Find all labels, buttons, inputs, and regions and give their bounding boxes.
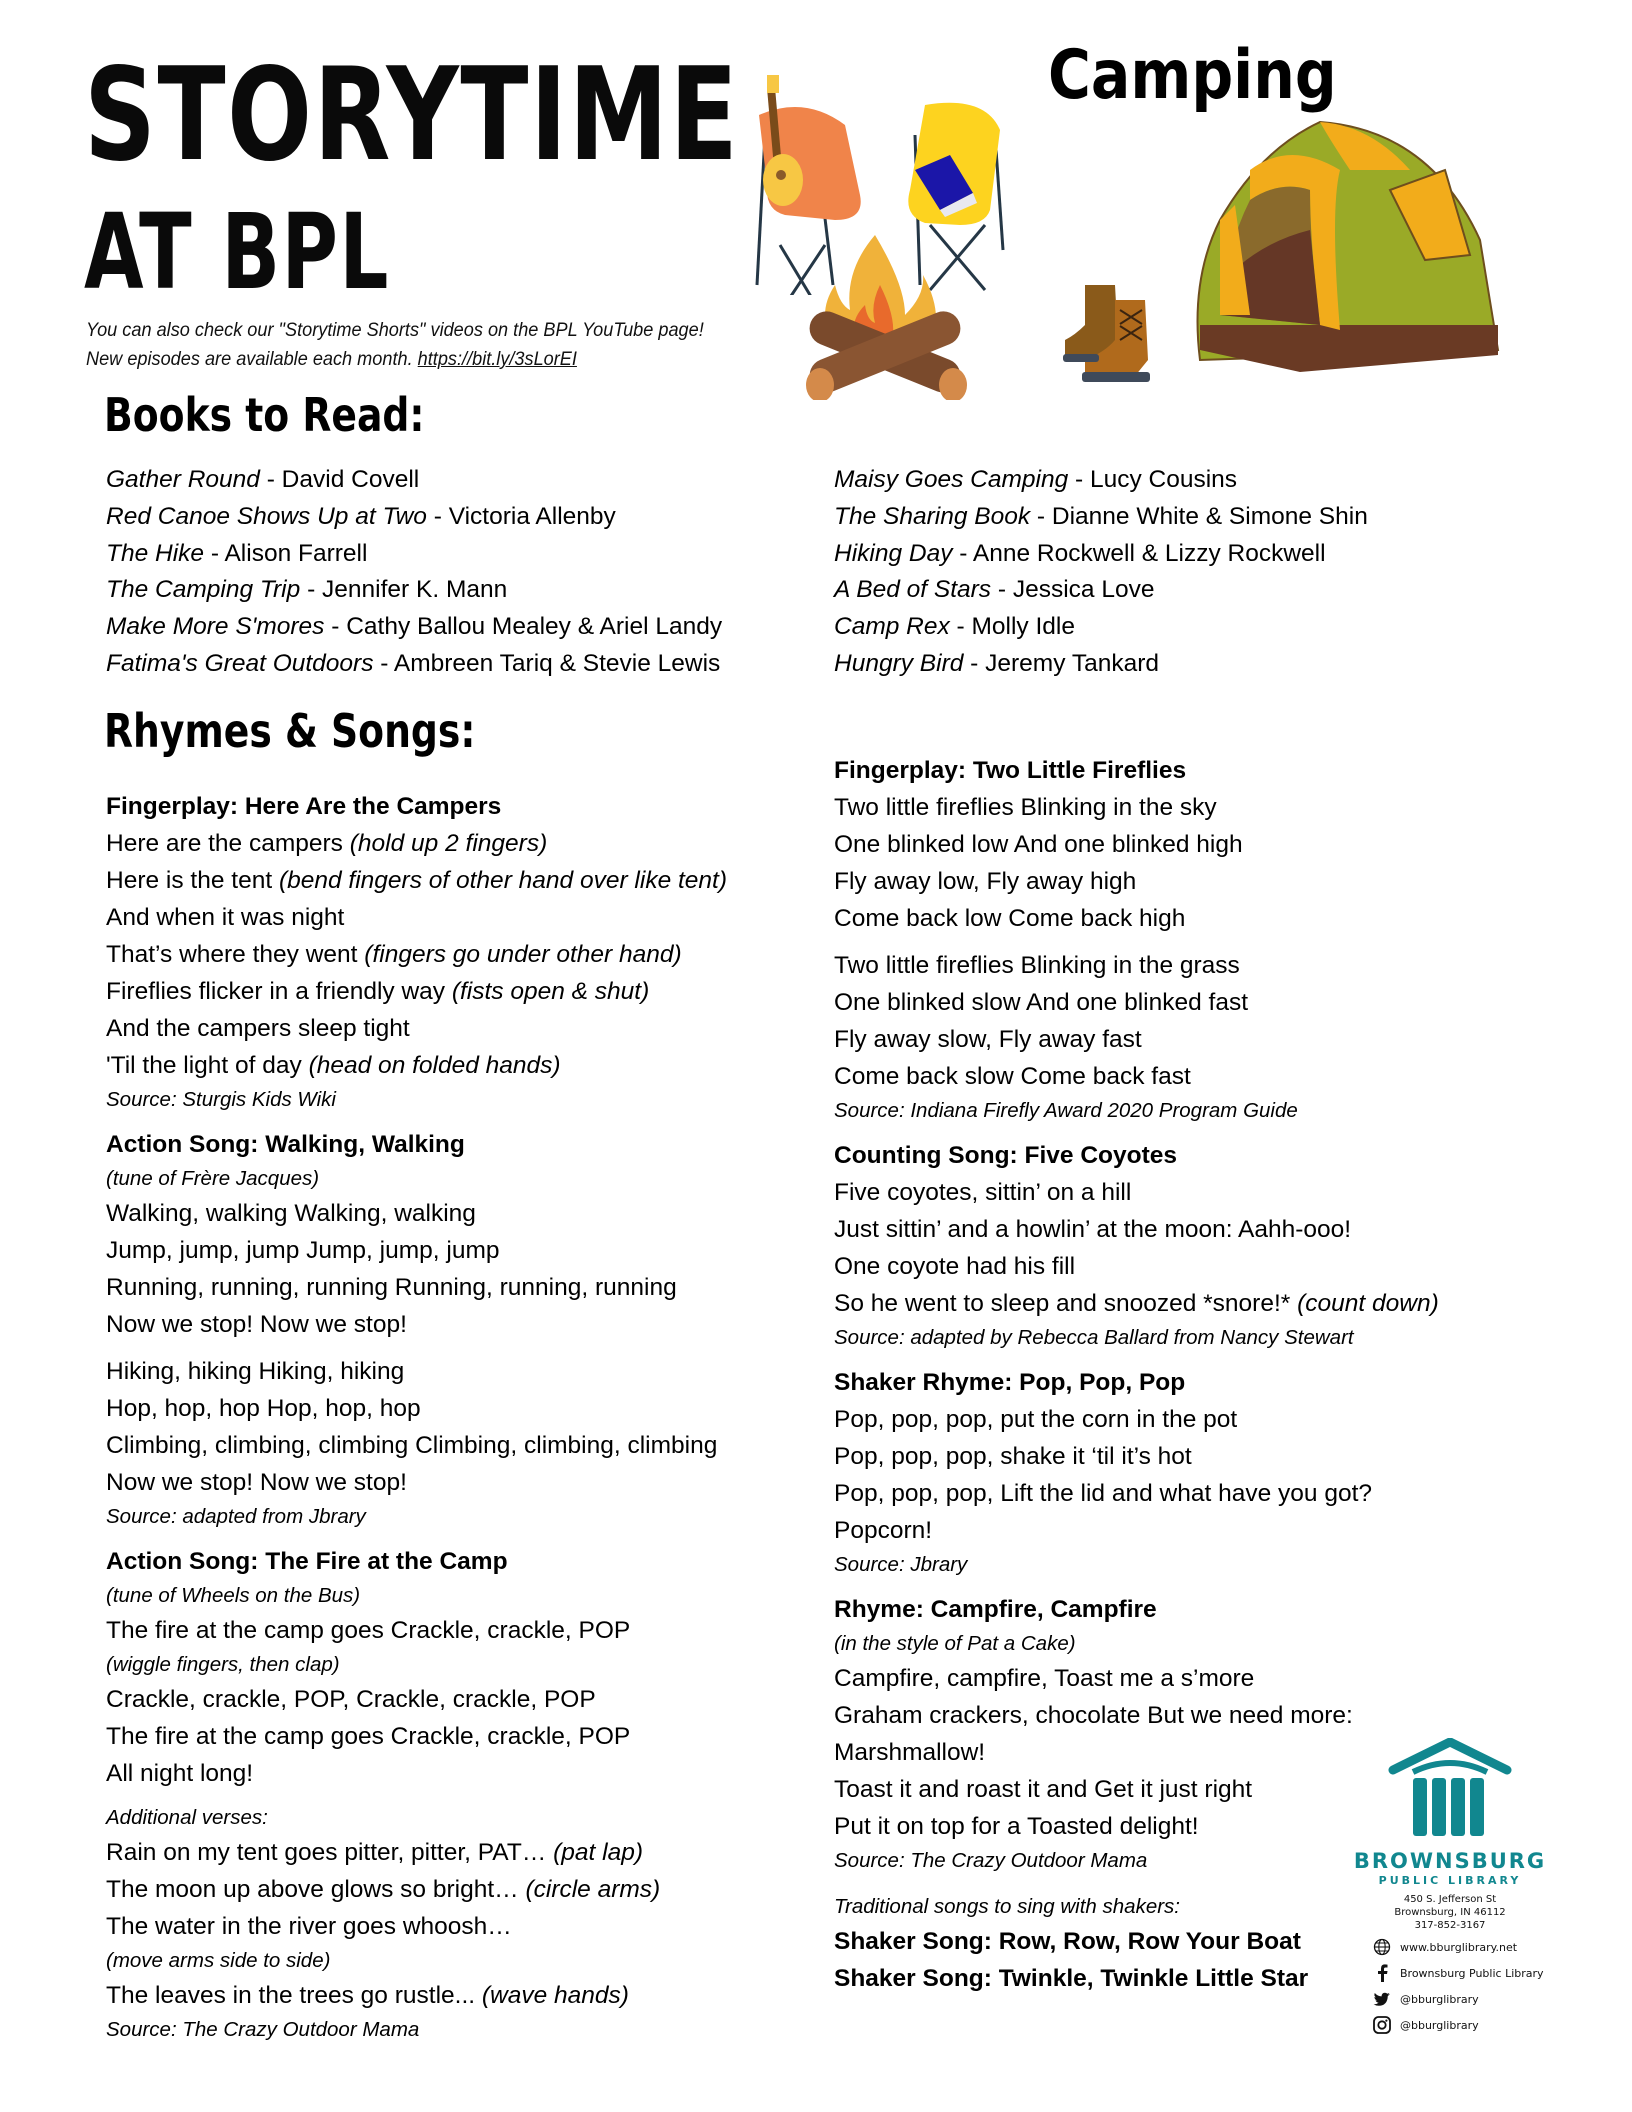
- theme-title: Camping: [1048, 36, 1337, 115]
- library-address: 450 S. Jefferson St Brownsburg, IN 46112 317-852-3167: [1394, 1894, 1506, 1931]
- lyric-line: Here is the tent (bend fingers of other hand over like tent): [106, 867, 728, 894]
- library-logo: [1340, 1738, 1560, 1932]
- lyric-line: Five coyotes, sittin’ on a hill: [834, 1179, 1132, 1206]
- lyric-line: The water in the river goes whoosh…: [106, 1913, 512, 1940]
- book-item: Make More S'mores - Cathy Ballou Mealey & Ariel Landy: [106, 613, 723, 641]
- website-link[interactable]: www.bburglibrary.net: [1372, 1934, 1544, 1960]
- source-note: Source: Indiana Firefly Award 2020 Program Guide: [834, 1099, 1298, 1122]
- shaker-song: Shaker Song: Twinkle, Twinkle Little Star: [834, 1965, 1309, 1992]
- source-note: Source: adapted by Rebecca Ballard from Nancy Stewart: [834, 1326, 1354, 1349]
- rhymes-left-column: [106, 788, 727, 2046]
- book-item: The Camping Trip - Jennifer K. Mann: [106, 576, 508, 604]
- facebook-icon: [1372, 1963, 1392, 1983]
- lyric-line: That’s where they went (fingers go under other hand): [106, 941, 682, 968]
- lyric-line: And when it was night: [106, 904, 345, 931]
- lyric-line: Now we stop! Now we stop!: [106, 1311, 407, 1338]
- book-item: A Bed of Stars - Jessica Love: [834, 576, 1155, 604]
- facebook-link[interactable]: Brownsburg Public Library: [1372, 1960, 1544, 1986]
- lyric-line: The fire at the camp goes Crackle, crackle, POP: [106, 1723, 631, 1750]
- song-title: Fingerplay: Here Are the Campers: [106, 793, 502, 820]
- lyric-line: Toast it and roast it and Get it just right: [834, 1776, 1253, 1803]
- shaker-songs-label: Traditional songs to sing with shakers:: [834, 1895, 1181, 1918]
- intro-text: You can also check our "Storytime Shorts" videos on the BPL YouTube page! New episodes are available each month. https://bit.ly/3sLorEI: [86, 319, 704, 370]
- lyric-line: One blinked low And one blinked high: [834, 831, 1243, 858]
- shaker-song: Shaker Song: Row, Row, Row Your Boat: [834, 1928, 1301, 1955]
- library-contacts: [1372, 1934, 1544, 2038]
- book-item: Maisy Goes Camping - Lucy Cousins: [834, 466, 1238, 493]
- globe-icon: [1372, 1937, 1392, 1957]
- source-note: Source: The Crazy Outdoor Mama: [834, 1849, 1148, 1872]
- action-note: (wiggle fingers, then clap): [106, 1653, 340, 1676]
- song-title: Action Song: Walking, Walking: [106, 1131, 465, 1158]
- book-item: Hungry Bird - Jeremy Tankard: [834, 649, 1159, 677]
- book-item: The Hike - Alison Farrell: [106, 539, 368, 567]
- lyric-line: Come back slow Come back fast: [834, 1063, 1191, 1090]
- lyric-line: Two little fireflies Blinking in the sky: [834, 794, 1217, 821]
- lyric-line: The leaves in the trees go rustle... (wave hands): [106, 1982, 629, 2009]
- lyric-line: All night long!: [106, 1760, 254, 1787]
- source-note: Source: adapted from Jbrary: [106, 1505, 366, 1528]
- twitter-link[interactable]: @bburglibrary: [1372, 1986, 1544, 2012]
- instagram-link[interactable]: @bburglibrary: [1372, 2012, 1544, 2038]
- lyric-line: Running, running, running Running, running, running: [106, 1274, 677, 1301]
- lyric-line: The fire at the camp goes Crackle, crackle, POP: [106, 1617, 631, 1644]
- lyric-line: Here are the campers (hold up 2 fingers): [106, 830, 548, 857]
- lyric-line: One coyote had his fill: [834, 1253, 1076, 1280]
- books-heading: Books to Read:: [104, 388, 425, 442]
- book-item: Fatima's Great Outdoors - Ambreen Tariq & Stevie Lewis: [106, 649, 721, 677]
- tune-note: (tune of Frère Jacques): [106, 1167, 320, 1190]
- lyric-line: 'Til the light of day (head on folded hands): [106, 1052, 561, 1079]
- youtube-link[interactable]: https://bit.ly/3sLorEI: [417, 348, 577, 370]
- page-subtitle: AT BPL: [84, 191, 390, 313]
- instagram-icon: [1372, 2015, 1392, 2035]
- lyric-line: Hop, hop, hop Hop, hop, hop: [106, 1395, 421, 1422]
- twitter-icon: [1372, 1989, 1392, 2009]
- lyric-line: Just sittin’ and a howlin’ at the moon: Aahh-ooo!: [834, 1216, 1352, 1243]
- book-item: Hiking Day - Anne Rockwell & Lizzy Rockwell: [834, 539, 1326, 567]
- lyric-line: Climbing, climbing, climbing Climbing, climbing, climbing: [106, 1432, 718, 1459]
- lyric-line: Fly away slow, Fly away fast: [834, 1026, 1142, 1053]
- lyric-line: Pop, pop, pop, put the corn in the pot: [834, 1406, 1238, 1433]
- lyric-line: Fireflies flicker in a friendly way (fists open & shut): [106, 978, 650, 1005]
- lyric-line: Campfire, campfire, Toast me a s’more: [834, 1665, 1255, 1692]
- book-item: Gather Round - David Covell: [106, 466, 420, 493]
- lyric-line: Hiking, hiking Hiking, hiking: [106, 1358, 405, 1385]
- lyric-line: Rain on my tent goes pitter, pitter, PAT… (pat lap): [106, 1839, 643, 1866]
- lyric-line: Graham crackers, chocolate But we need more:: [834, 1702, 1353, 1729]
- lyric-line: Fly away low, Fly away high: [834, 868, 1137, 895]
- lyric-line: Marshmallow!: [834, 1739, 986, 1766]
- lyric-line: Two little fireflies Blinking in the grass: [834, 952, 1240, 979]
- campfire-illustration: [795, 225, 975, 400]
- source-note: Source: The Crazy Outdoor Mama: [106, 2018, 420, 2041]
- style-note: (in the style of Pat a Cake): [834, 1632, 1076, 1655]
- library-subname: PUBLIC LIBRARY: [1378, 1874, 1522, 1887]
- additional-verses-label: Additional verses:: [106, 1806, 268, 1829]
- lyric-line: Come back low Come back high: [834, 905, 1186, 932]
- rhymes-heading: Rhymes & Songs:: [104, 704, 476, 758]
- book-list-left: [106, 462, 722, 683]
- lyric-line: Popcorn!: [834, 1517, 933, 1544]
- library-name: BROWNSBURG: [1353, 1849, 1547, 1873]
- song-title: Rhyme: Campfire, Campfire: [834, 1596, 1157, 1623]
- hiking-boots-illustration: [1060, 280, 1180, 385]
- page-title: STORYTIME: [84, 41, 740, 190]
- source-note: Source: Sturgis Kids Wiki: [106, 1088, 336, 1111]
- tent-illustration: [1180, 110, 1510, 380]
- lyric-line: And the campers sleep tight: [106, 1015, 410, 1042]
- song-title: Fingerplay: Two Little Fireflies: [834, 757, 1187, 784]
- lyric-line: So he went to sleep and snoozed *snore!* (count down): [834, 1290, 1439, 1317]
- lyric-line: The moon up above glows so bright… (circle arms): [106, 1876, 661, 1903]
- lyric-line: Pop, pop, pop, shake it ‘til it’s hot: [834, 1443, 1192, 1470]
- song-title: Action Song: The Fire at the Camp: [106, 1548, 508, 1575]
- book-item: The Sharing Book - Dianne White & Simone Shin: [834, 502, 1368, 530]
- song-title: Shaker Rhyme: Pop, Pop, Pop: [834, 1369, 1186, 1396]
- lyric-line: One blinked slow And one blinked fast: [834, 989, 1249, 1016]
- lyric-line: Put it on top for a Toasted delight!: [834, 1813, 1199, 1840]
- lyric-line: Now we stop! Now we stop!: [106, 1469, 407, 1496]
- library-building-icon: [1385, 1738, 1515, 1838]
- book-item: Camp Rex - Molly Idle: [834, 613, 1075, 641]
- tune-note: (tune of Wheels on the Bus): [106, 1584, 361, 1607]
- book-item: Red Canoe Shows Up at Two - Victoria Allenby: [106, 502, 616, 530]
- lyric-line: Crackle, crackle, POP, Crackle, crackle, POP: [106, 1686, 596, 1713]
- song-title: Counting Song: Five Coyotes: [834, 1142, 1177, 1169]
- lyric-line: Jump, jump, jump Jump, jump, jump: [106, 1237, 500, 1264]
- action-note: (move arms side to side): [106, 1949, 331, 1972]
- lyric-line: Pop, pop, pop, Lift the lid and what have you got?: [834, 1480, 1373, 1507]
- source-note: Source: Jbrary: [834, 1553, 968, 1576]
- book-list-right: [834, 462, 1368, 683]
- lyric-line: Walking, walking Walking, walking: [106, 1200, 476, 1227]
